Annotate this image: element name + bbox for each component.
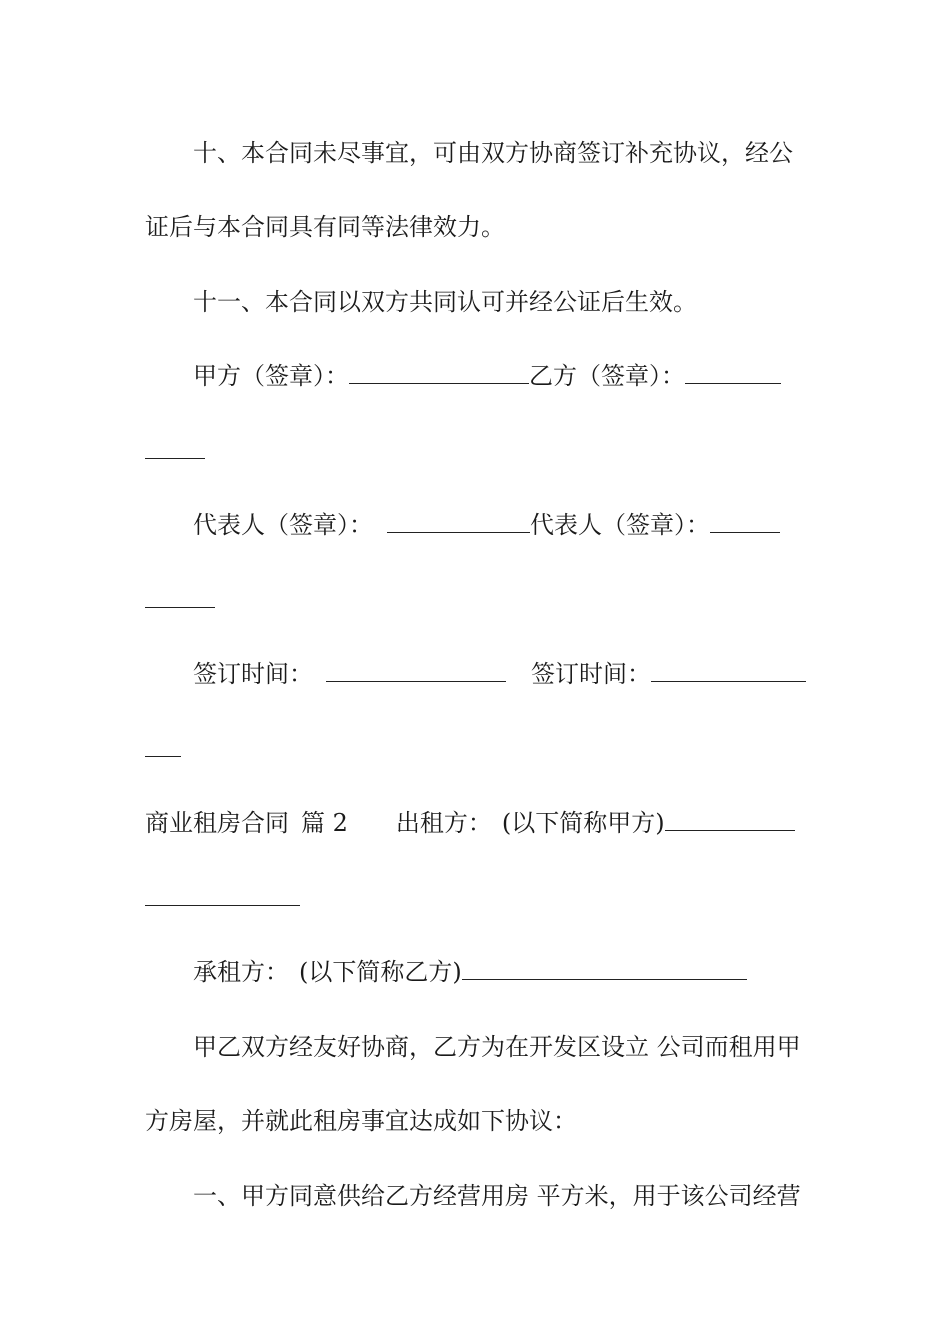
- lessor-blank: [665, 808, 795, 831]
- lessee-row: [193, 957, 747, 987]
- date-a-blank: [326, 659, 506, 682]
- clause-11-text: 十一、本合同以双方共同认可并经公证后生效。: [193, 288, 697, 316]
- rep-signature-row: [193, 510, 780, 540]
- date-b-label: 签订时间：: [531, 660, 651, 688]
- party-signature-row: [193, 361, 781, 391]
- contract-2-section: 篇 2: [301, 809, 348, 837]
- rep-b-label: 代表人（签章）：: [530, 511, 710, 539]
- rep-b-blank: [710, 510, 780, 533]
- clause-10-line-2: [145, 212, 505, 242]
- clause-10-text-1: 十、本合同未尽事宜，可由双方协商签订补充协议，经公: [193, 139, 793, 167]
- party-signature-row-cont: [145, 436, 205, 466]
- intro-line-2: [145, 1106, 577, 1136]
- intro-text-1: 甲乙双方经友好协商，乙方为在开发区设立 公司而租用甲: [193, 1033, 801, 1061]
- contract-2-heading-row: [145, 808, 795, 838]
- intro-text-2: 方房屋，并就此租房事宜达成如下协议：: [145, 1107, 577, 1135]
- lessor-note: (以下简称甲方): [501, 809, 665, 837]
- rep-a-label: 代表人（签章）：: [193, 511, 373, 539]
- party-b-label: 乙方（签章）：: [529, 362, 685, 390]
- lessee-note: (以下简称乙方): [299, 958, 462, 986]
- party-b-blank: [685, 361, 781, 384]
- party-a-label: 甲方（签章）：: [193, 362, 349, 390]
- intro-line-1: [193, 1032, 801, 1062]
- rep-a-blank: [387, 510, 530, 533]
- date-row: [193, 659, 806, 689]
- party-b-blank-cont: [145, 436, 205, 459]
- lessor-blank-cont: [145, 883, 300, 906]
- date-a-label: 签订时间：: [193, 660, 313, 688]
- date-b-blank-cont: [145, 734, 181, 757]
- rep-b-blank-cont: [145, 585, 215, 608]
- lessee-blank: [462, 957, 747, 980]
- clause-1-text-1: 一、甲方同意供给乙方经营用房 平方米，用于该公司经营: [193, 1182, 801, 1210]
- clause-10-text-2: 证后与本合同具有同等法律效力。: [145, 213, 505, 241]
- party-a-blank: [349, 361, 529, 384]
- lessor-label: 出租方：: [395, 809, 492, 837]
- clause-10-line-1: [193, 138, 793, 168]
- date-b-blank: [651, 659, 806, 682]
- clause-1-line-1: [193, 1181, 801, 1211]
- rep-signature-row-cont: [145, 585, 215, 615]
- clause-11-line: [193, 287, 697, 317]
- contract-2-title: 商业租房合同: [145, 809, 289, 837]
- lessee-label: 承租方：: [193, 958, 289, 986]
- date-row-cont: [145, 734, 181, 764]
- lessor-row-cont: [145, 883, 300, 913]
